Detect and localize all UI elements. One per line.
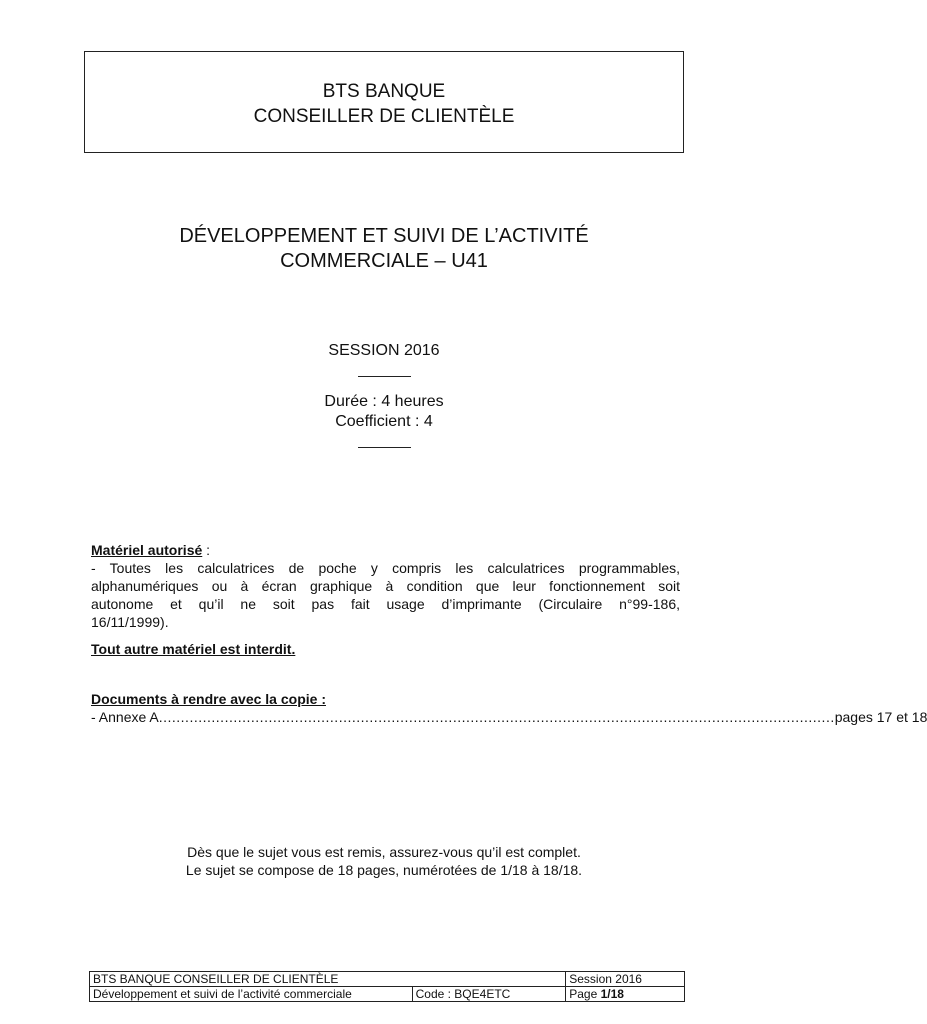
- page-footer-table: [89, 971, 685, 1002]
- exam-header-box: [84, 51, 684, 153]
- annex-pages: pages 17 et 18: [834, 709, 927, 725]
- notice-line1: Dès que le sujet vous est remis, assurez-vous qu’il est complet.: [187, 844, 581, 860]
- authorized-material-line: autonome et qu’il ne soit pas fait usage d’imprimante (Circulaire n°99-186,: [91, 596, 680, 612]
- footer-page-total: /18: [607, 987, 624, 1001]
- authorized-material-heading: Matériel autorisé: [91, 542, 203, 558]
- coefficient: Coefficient : 4: [335, 413, 433, 430]
- session-label: SESSION 2016: [328, 342, 440, 359]
- authorized-material-line: 16/11/1999).: [91, 614, 169, 630]
- exam-name: BTS BANQUE: [322, 81, 446, 102]
- separator-rule: [358, 363, 411, 377]
- footer-exam-name: BTS BANQUE CONSEILLER DE CLIENTÈLE: [90, 972, 566, 987]
- authorized-material-section: [91, 541, 680, 631]
- documents-section: [91, 690, 927, 726]
- completeness-notice: [84, 843, 684, 879]
- footer-page-label: Page: [569, 987, 601, 1001]
- exam-specialty: CONSEILLER DE CLIENTÈLE: [253, 106, 515, 127]
- authorized-material-colon: :: [202, 542, 211, 558]
- subject-title-line1: DÉVELOPPEMENT ET SUIVI DE L’ACTIVITÉ: [179, 225, 589, 247]
- duration: Durée : 4 heures: [324, 393, 444, 410]
- footer-subject: Développement et suivi de l’activité commerciale: [90, 987, 413, 1002]
- separator-rule: [358, 434, 411, 448]
- footer-page-number: [566, 987, 685, 1002]
- annex-line: [91, 708, 927, 726]
- annex-leader-dots: ..........................................................................................................................................................: [158, 709, 835, 725]
- footer-code: Code : BQE4ETC: [412, 987, 566, 1002]
- forbidden-material-notice: Tout autre matériel est interdit.: [91, 641, 296, 657]
- notice-line2: Le sujet se compose de 18 pages, numérotées de 1/18 à 18/18.: [185, 862, 583, 878]
- footer-page-current: 1: [600, 987, 608, 1001]
- authorized-material-line: alphanumériques ou à écran graphique à condition que leur fonctionnement soit: [91, 578, 680, 594]
- authorized-material-line: - Toutes les calculatrices de poche y compris les calculatrices programmables,: [91, 560, 680, 576]
- documents-heading: Documents à rendre avec la copie :: [91, 691, 326, 707]
- annex-label: - Annexe A: [91, 709, 159, 725]
- session-block: [84, 341, 684, 448]
- subject-title-line2: COMMERCIALE – U41: [280, 250, 488, 272]
- subject-title: [84, 224, 684, 274]
- footer-session: Session 2016: [566, 972, 685, 987]
